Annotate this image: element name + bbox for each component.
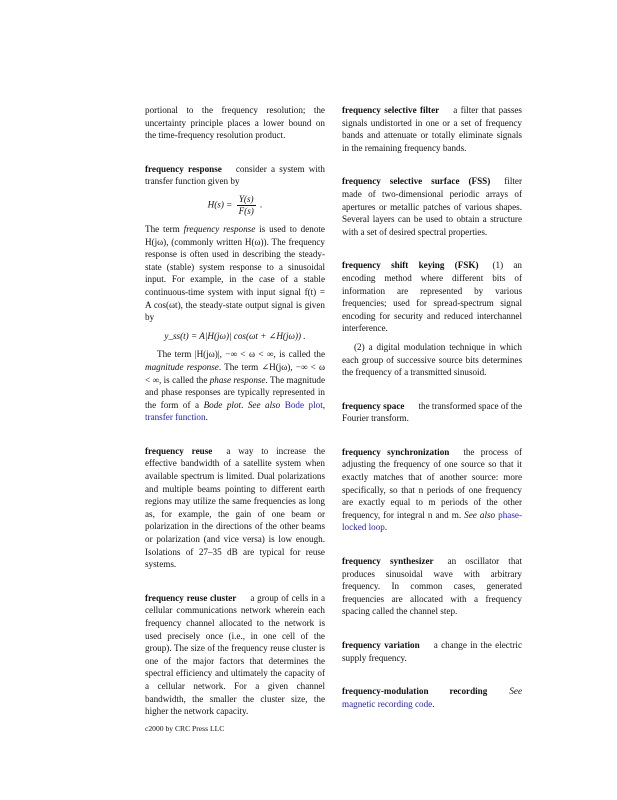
entry-frequency-reuse: frequency reuse a way to increase the effective bandwidth of a satellite system when available spectrum is limited. Dual polarizations and multiple beams pointing to different earth regions may utilize the same frequencies as long as, for example, the gain of one beam or polarization in the directions of the other beams or polarization (and vice versa) is low enough. Isolations of 27–35 dB are typical for reuse systems.	[145, 445, 325, 570]
link-phase-locked-loop[interactable]: phase-locked loop	[342, 509, 522, 533]
entry-frequency-variation: frequency variation a change in the electric supply frequency.	[342, 640, 522, 663]
entry-frequency-reuse-cluster: frequency reuse cluster a group of cells in a cellular communications network wherein each frequency channel allocated to the network is used precisely once (i.e., in one cell of the group). The size of the frequency reuse cluster is one of the major factors that determines the spectral efficiency and ultimately the capacity of a cellular network. For a given channel bandwidth, the smaller the cluster size, the higher the network capacity.	[145, 592, 325, 717]
equation-transfer-function: H(s) = $\frac{Y(s)}{F(s)}$ .	[207, 193, 263, 216]
copyright-footer: c2000 by CRC Press LLC	[145, 724, 225, 733]
entry-frequency-synchronization: frequency synchronization the process of adjusting the frequency of one source so that it exactly matches that of another source: more specifically, so that n periods of one frequency are exactly equal to m periods of the other frequency, for integral n and m. See also phase-locked loop.	[342, 446, 522, 533]
entry-frequency-response: frequency response consider a system with transfer function given by H(s) = $\frac{Y(s)}{F(s)}$ . The term frequency response is used to denote H(jω), (commonly written H(ω)). The frequency response is often used in describing the steady-state (stable) system response to a sinusoidal input. For example, in the case of a stable continuous-time system with input signal f(t) = A cos(ωt), the steady-state output signal is given by y_ss(t) = A|H(jω)| cos(ωt + ∠H(jω)) . The term |H(jω)|, −∞ < ω < ∞, is called the magnitude response. The term ∠H(jω), −∞ < ω < ∞, is called the phase response. The magnitude and phase responses are typically represented in the form of a Bode plot. See also Bode plot, transfer function.	[145, 163, 326, 423]
intro-continuation: portional to the frequency resolution; the uncertainty principle places a lower bound on the time-frequency resolution product.	[145, 105, 325, 141]
link-transfer-function[interactable]: transfer function	[145, 412, 206, 423]
entry-frequency-modulation-recording: frequency-modulation recording See magnetic recording code.	[342, 686, 522, 709]
equation-steady-state: y_ss(t) = A|H(jω)| cos(ωt + ∠H(jω)) .	[164, 330, 306, 341]
entry-frequency-selective-filter: frequency selective filter a filter that passes signals undistorted in one or a set of frequency bands and attenuate or totally eliminate signals in the remaining frequency bands.	[342, 105, 522, 153]
right-column	[342, 104, 522, 731]
link-magnetic-recording-code[interactable]: magnetic recording code	[342, 698, 433, 709]
entry-frequency-synthesizer: frequency synthesizer an oscillator that produces sinusoidal wave with arbitrary frequency. In common cases, generated frequencies are allocated with a frequency spacing called the channel step.	[342, 556, 522, 617]
left-column	[145, 104, 325, 739]
entry-frequency-space: frequency space the transformed space of the Fourier transform.	[342, 400, 522, 424]
fraction: $\frac{Y(s)}{F(s)}$	[238, 193, 254, 216]
entry-frequency-shift-keying: frequency shift keying (FSK) (1) an encoding method where different bits of information are represented by various frequencies; used for spread-spectrum signal encoding for security and reduced interchannel interference. (2) a digital modulation technique in which each group of successive source bits determines the frequency of a transmitted sinusoid.	[342, 260, 522, 378]
term-frequency-response: frequency response	[145, 163, 222, 174]
entry-frequency-selective-surface: frequency selective surface (FSS) filter made of two-dimensional periodic arrays of apertures or metallic patches of various shapes. Several layers can be used to obtain a structure with a set of desired spectral properties.	[342, 176, 522, 237]
link-bode-plot[interactable]: Bode plot	[284, 399, 323, 410]
definition: consider a system with transfer function given by	[145, 163, 325, 187]
